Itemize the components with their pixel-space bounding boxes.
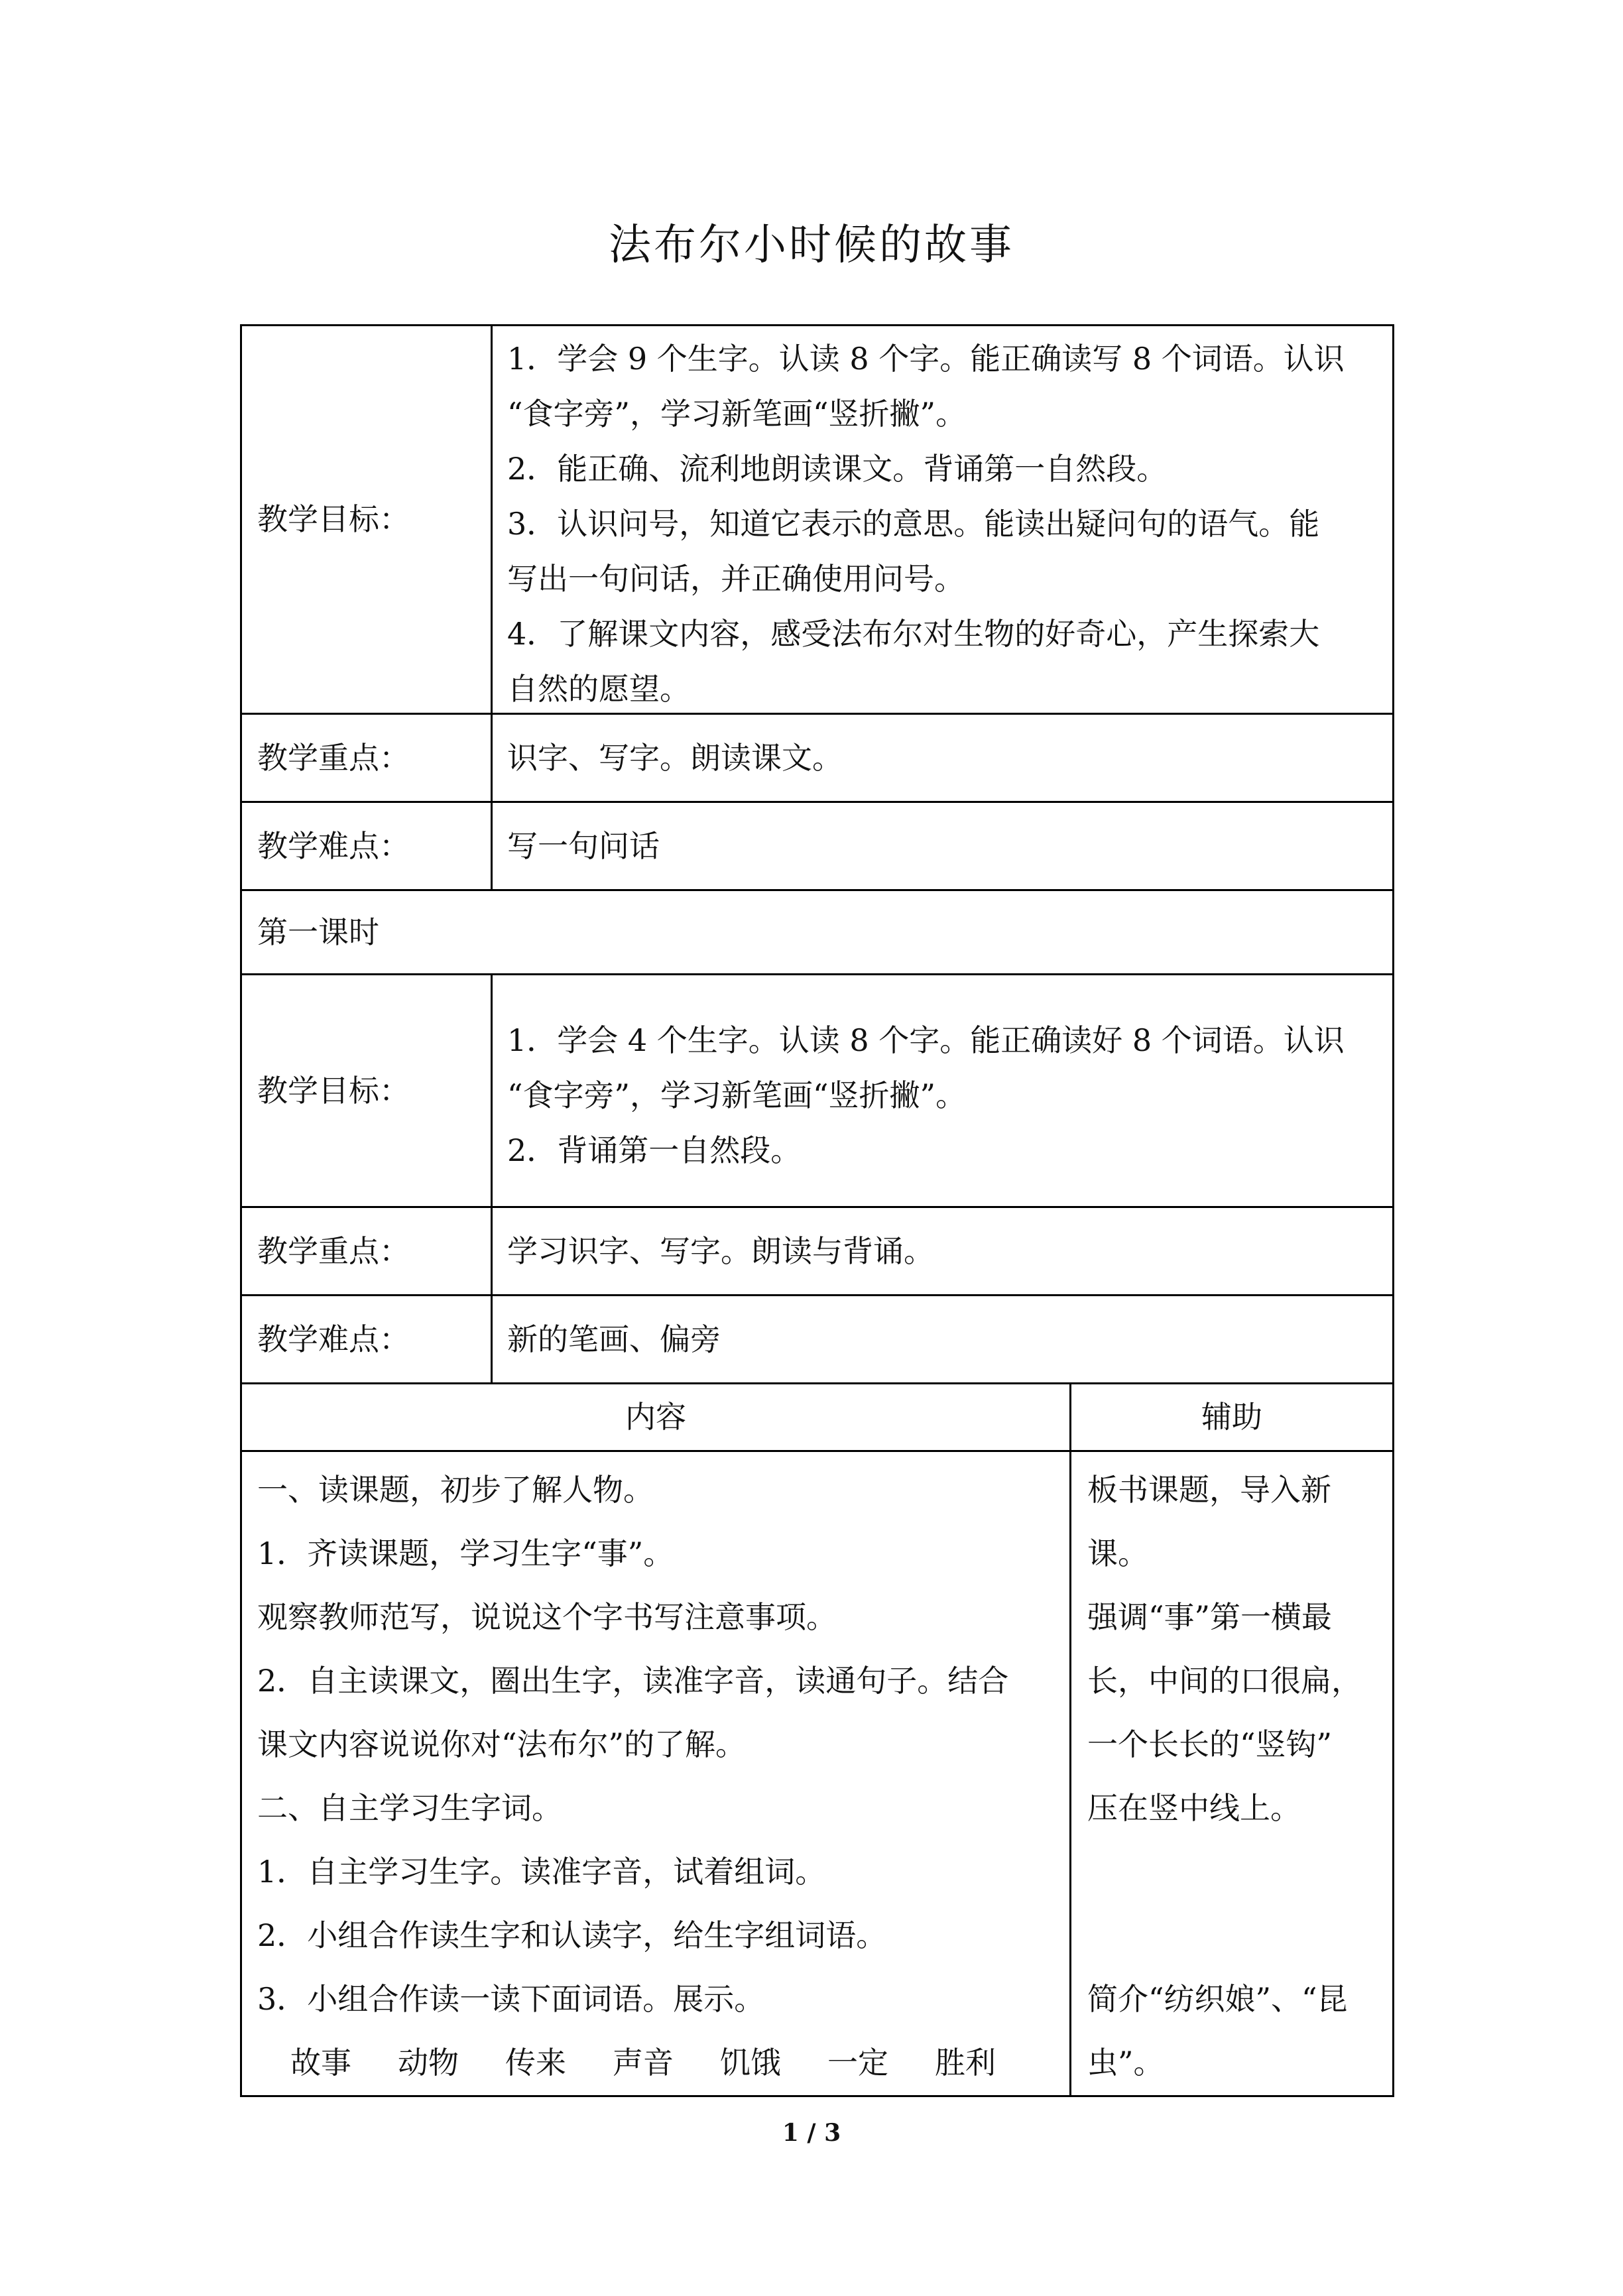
content-line: 3．小组合作读一读下面词语。展示。 <box>257 1981 765 2017</box>
lesson1-goal-line: “食字旁”，学习新笔画“竖折撇”。 <box>507 1077 967 1113</box>
overall-goal-line: 写出一句问话，并正确使用问号。 <box>507 561 965 597</box>
lesson1-difficulty-label: 教学难点： <box>257 1321 410 1357</box>
lesson1-goals <box>507 1013 1389 1178</box>
overall-difficulty-label-cell <box>257 803 489 889</box>
lesson1-goal-line: 2．背诵第一自然段。 <box>507 1132 802 1168</box>
lesson1-goals-label-cell <box>257 975 489 1206</box>
lesson1-key-label: 教学重点： <box>257 1233 410 1269</box>
aux-line: 一个长长的“竖钩” <box>1087 1726 1333 1762</box>
content-line: 二、自主学习生字词。 <box>257 1790 562 1826</box>
content-line: 2．小组合作读生字和认读字，给生字组词语。 <box>257 1917 887 1953</box>
overall-goal-line: 1．学会 9 个生字。认读 8 个字。能正确读写 8 个词语。认识 <box>507 341 1345 377</box>
overall-difficulty: 写一句问话 <box>507 827 660 864</box>
lesson1-difficulty: 新的笔画、偏旁 <box>507 1321 721 1357</box>
overall-goal-line: 自然的愿望。 <box>507 671 690 707</box>
overall-key: 识字、写字。朗读课文。 <box>507 739 843 776</box>
lesson1-key-cell <box>507 1208 1389 1294</box>
aux-header: 辅助 <box>1201 1399 1262 1435</box>
overall-goal-line: 4．了解课文内容，感受法布尔对生物的好奇心，产生探索大 <box>507 616 1320 652</box>
overall-goals <box>507 332 1389 717</box>
overall-goals-label-cell <box>257 326 489 713</box>
word-item: 动物 <box>398 2045 459 2081</box>
overall-key-cell <box>507 715 1389 801</box>
content-header-cell <box>242 1384 1069 1450</box>
word-item: 饥饿 <box>720 2045 781 2081</box>
content-header: 内容 <box>625 1399 686 1435</box>
overall-key-label: 教学重点： <box>257 739 410 776</box>
aux-line: 虫”。 <box>1087 2045 1164 2081</box>
overall-difficulty-label: 教学难点： <box>257 827 410 864</box>
aux-line: 长，中间的口很扁， <box>1087 1663 1362 1699</box>
content-line: 1．齐读课题，学习生字“事”。 <box>257 1536 674 1571</box>
content-line: 2．自主读课文，圈出生字，读准字音，读通句子。结合 <box>257 1663 1009 1699</box>
page-title: 法布尔小时候的故事 <box>609 221 1014 270</box>
content-line: 1．自主学习生字。读准字音，试着组词。 <box>257 1854 826 1890</box>
word-item: 传来 <box>505 2045 566 2081</box>
aux-line: 强调“事”第一横最 <box>1087 1599 1333 1635</box>
word-item: 一定 <box>827 2045 888 2081</box>
lesson1-difficulty-label-cell <box>257 1296 489 1382</box>
word-item: 胜利 <box>935 2045 996 2081</box>
lesson1-key-label-cell <box>257 1208 489 1294</box>
page-number: 1 / 3 <box>782 2119 841 2147</box>
process-content <box>257 1458 1066 2094</box>
aux-notes-a <box>1087 1458 1389 1840</box>
aux-line: 压在竖中线上。 <box>1087 1790 1301 1826</box>
aux-notes-b <box>1087 1967 1389 2094</box>
word-list <box>257 2031 1066 2094</box>
lesson1-heading-cell <box>257 891 1384 973</box>
overall-goals-label: 教学目标： <box>257 501 410 537</box>
lesson1-goals-label: 教学目标： <box>257 1072 410 1109</box>
content-line: 一、读课题，初步了解人物。 <box>257 1472 654 1508</box>
word-item: 故事 <box>290 2045 351 2081</box>
content-line: 观察教师范写，说说这个字书写注意事项。 <box>257 1599 837 1635</box>
overall-goal-line: “食字旁”，学习新笔画“竖折撇”。 <box>507 396 967 432</box>
word-item: 声音 <box>613 2045 674 2081</box>
overall-goal-line: 3．认识问号，知道它表示的意思。能读出疑问句的语气。能 <box>507 506 1320 542</box>
overall-difficulty-cell <box>507 803 1389 889</box>
lesson1-heading: 第一课时 <box>257 914 379 950</box>
overall-key-label-cell <box>257 715 489 801</box>
overall-goal-line: 2．能正确、流利地朗读课文。背诵第一自然段。 <box>507 451 1168 487</box>
content-line: 课文内容说说你对“法布尔”的了解。 <box>257 1726 747 1762</box>
aux-line: 课。 <box>1087 1536 1148 1571</box>
lesson1-key: 学习识字、写字。朗读与背诵。 <box>507 1233 934 1269</box>
aux-header-cell <box>1071 1384 1392 1450</box>
lesson1-goal-line: 1．学会 4 个生字。认读 8 个字。能正确读好 8 个词语。认识 <box>507 1022 1345 1058</box>
lesson1-difficulty-cell <box>507 1296 1389 1382</box>
aux-line: 简介“纺织娘”、“昆 <box>1087 1981 1348 2017</box>
aux-line: 板书课题，导入新 <box>1087 1472 1331 1508</box>
